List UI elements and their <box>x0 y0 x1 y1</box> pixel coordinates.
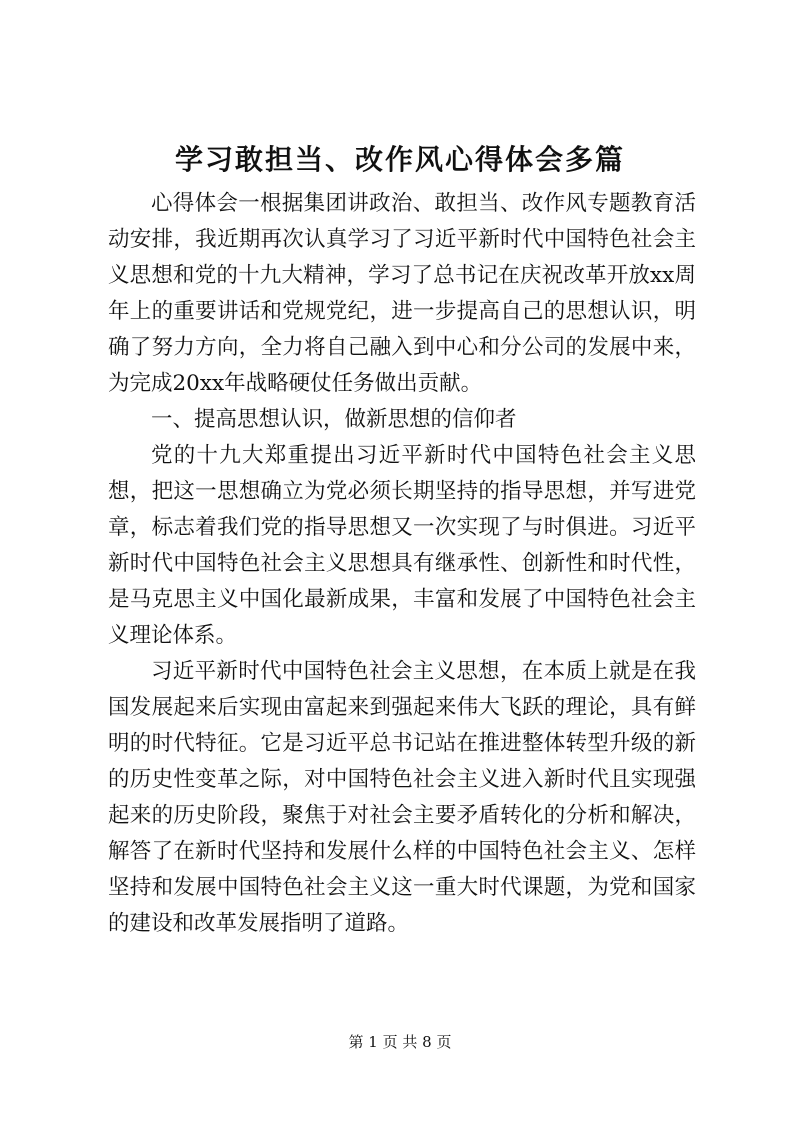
document-title: 学习敢担当、改作风心得体会多篇 <box>174 143 625 176</box>
paragraph-section-2: 习近平新时代中国特色社会主义思想，在本质上就是在我国发展起来后实现由富起来到强起来伟大飞跃的理论，具有鲜明的时代特征。它是习近平总书记站在推进整体转型升级的新的历史性变革之际，对中国特色社会主义进入新时代且实现强起来的历史阶段，聚焦于对社会主要矛盾转化的分析和解决，解答了在新时代坚持和发展什么样的中国特色社会主义、怎样坚持和发展中国特色社会主义这一重大时代课题，为党和国家的建设和改革发展指明了道路。 <box>108 659 696 936</box>
paragraph-section-1: 党的十九大郑重提出习近平新时代中国特色社会主义思想，把这一思想确立为党必须长期坚持的指导思想，并写进党章，标志着我们党的指导思想又一次实现了与时俱进。习近平新时代中国特色社会主义思想具有继承性、创新性和时代性，是马克思主义中国化最新成果，丰富和发展了中国特色社会主义理论体系。 <box>108 443 696 648</box>
page-footer: 第 1 页 共 8 页 <box>348 1033 452 1051</box>
section-heading: 一、提高思想认识，做新思想的信仰者 <box>151 407 517 432</box>
document-body <box>108 186 696 942</box>
paragraph-intro: 心得体会一根据集团讲政治、敢担当、改作风专题教育活动安排，我近期再次认真学习了习近平新时代中国特色社会主义思想和党的十九大精神，学习了总书记在庆祝改革开放xx周年上的重要讲话和党规党纪，进一步提高自己的思想认识，明确了努力方向，全力将自己融入到中心和分公司的发展中来，为完成20xx年战略硬仗任务做出贡献。 <box>108 191 696 396</box>
